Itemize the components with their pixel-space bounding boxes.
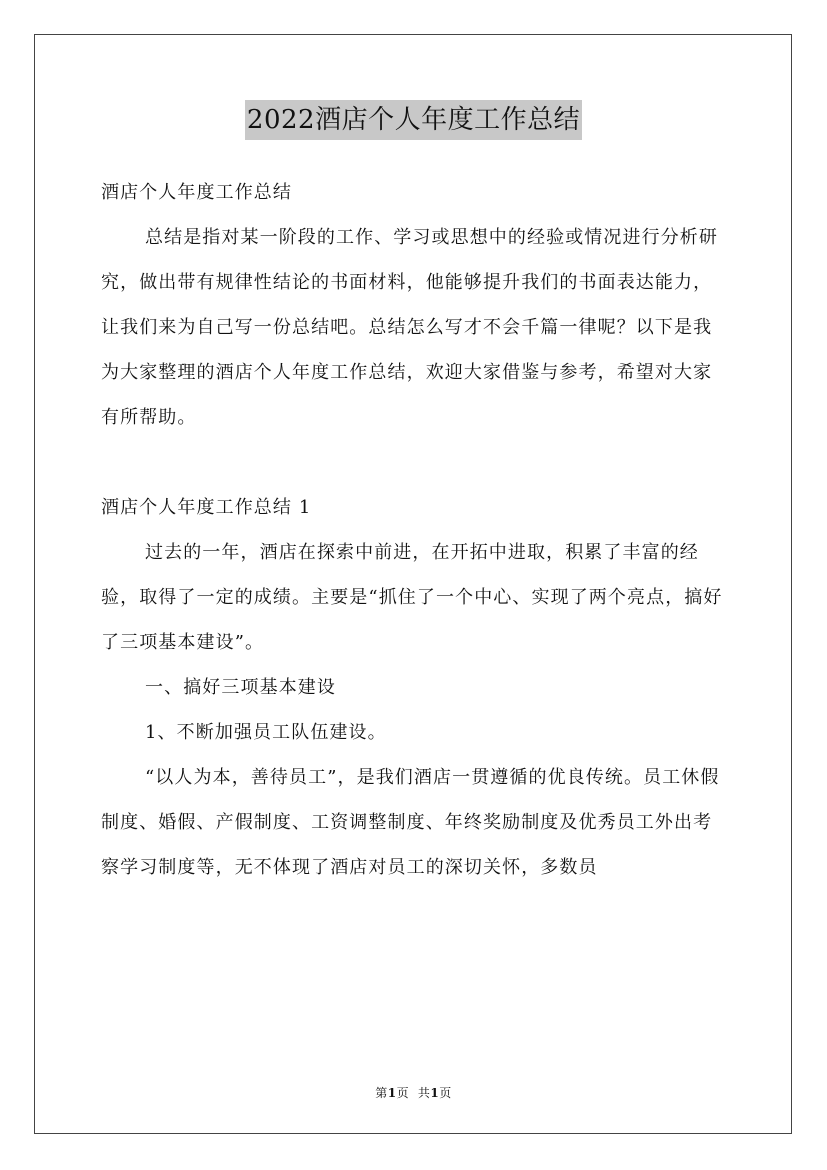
page-suffix: 页 <box>396 1086 410 1100</box>
total-label: 共 <box>417 1086 431 1100</box>
page-number: 1 <box>387 1086 397 1100</box>
page-label: 第 <box>375 1086 388 1100</box>
paragraph-gap <box>101 440 727 485</box>
paragraph-2: “以人为本，善待员工”，是我们酒店一贯遵循的优良传统。员工休假制度、婚假、产假制度、工资调整制度、年终奖励制度及优秀员工外出考察学习制度等，无不体现了酒店对员工的深切关怀，多数员 <box>101 767 720 878</box>
document-title: 2022酒店个人年度工作总结 <box>245 100 582 140</box>
section-title-1: 一、搞好三项基本建设 <box>145 677 336 698</box>
subsection-title-1: 1、不断加强员工队伍建设。 <box>145 722 387 743</box>
paragraph-1: 过去的一年，酒店在探索中前进，在开拓中进取，积累了丰富的经验，取得了一定的成绩。主要是“抓住了一个中心、实现了两个亮点，搞好了三项基本建设”。 <box>101 542 723 653</box>
total-pages: 1 <box>430 1086 440 1100</box>
intro-heading: 酒店个人年度工作总结 <box>101 182 292 203</box>
section-heading-1: 酒店个人年度工作总结 1 <box>101 497 312 518</box>
intro-paragraph: 总结是指对某一阶段的工作、学习或思想中的经验或情况进行分析研究，做出带有规律性结论的书面材料，他能够提升我们的书面表达能力，让我们来为自己写一份总结吧。总结怎么写才不会千篇一律呢？以下是我为大家整理的酒店个人年度工作总结，欢迎大家借鉴与参考，希望对大家有所帮助。 <box>101 227 718 428</box>
document-body <box>101 170 727 890</box>
total-suffix: 页 <box>439 1086 452 1100</box>
title-container <box>0 100 827 140</box>
page-footer <box>0 1084 827 1101</box>
